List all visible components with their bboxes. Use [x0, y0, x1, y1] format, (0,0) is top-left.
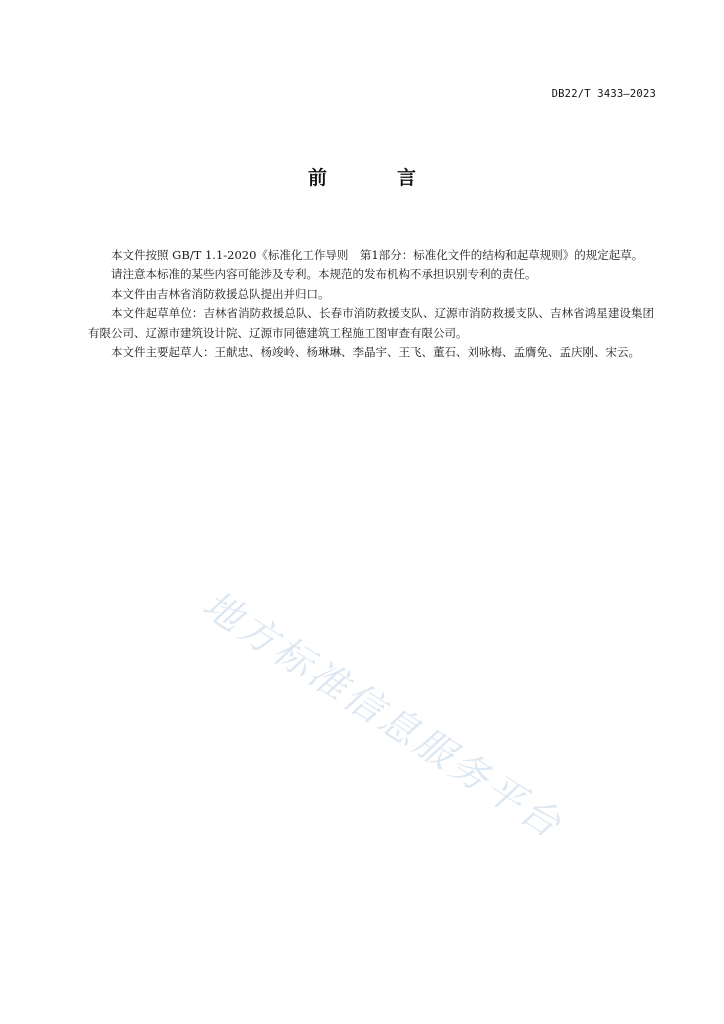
- title-part-1: 前: [307, 167, 327, 189]
- title-part-2: 言: [397, 167, 417, 189]
- page-title: [0, 163, 724, 190]
- paragraph-patent-notice: 请注意本标准的某些内容可能涉及专利。本规范的发布机构不承担识别专利的责任。: [111, 267, 537, 282]
- foreword-body: [88, 246, 654, 362]
- paragraph-drafters: 本文件主要起草人：王献忠、杨竣岭、杨琳琳、李晶宇、王飞、董石、刘咏梅、孟膺免、孟庆刚、宋云。: [111, 345, 640, 360]
- standard-code: DB22/T 3433—2023: [551, 88, 656, 100]
- paragraph-drafting-rules: 本文件按照 GB/T 1.1-2020《标准化工作导则 第1部分：标准化文件的结构和起草规则》的规定起草。: [111, 248, 644, 262]
- paragraph-proposer: 本文件由吉林省消防救援总队提出并归口。: [111, 286, 330, 301]
- watermark: 地方标准信息服务平台: [194, 582, 572, 848]
- paragraph-drafting-units: 本文件起草单位：吉林省消防救援总队、长春市消防救援支队、辽源市消防救援支队、吉林省鸿星建设集团有限公司、辽源市建筑设计院、辽源市同德建筑工程施工图审查有限公司。: [88, 306, 654, 340]
